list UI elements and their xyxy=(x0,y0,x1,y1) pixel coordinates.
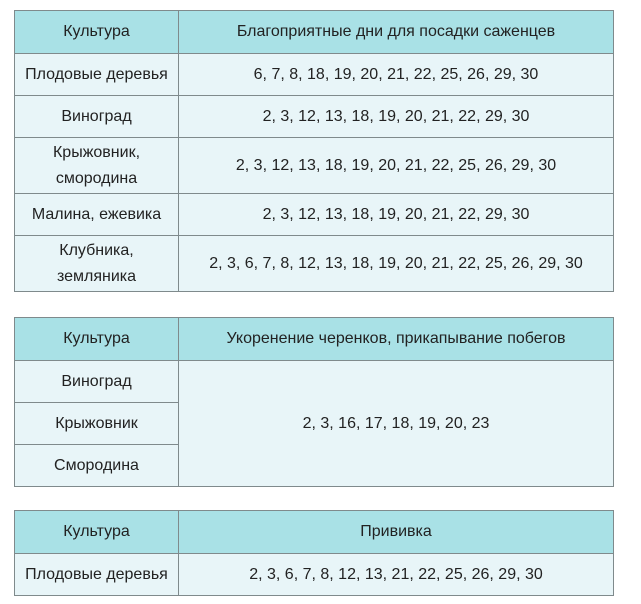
rooting-days-table xyxy=(14,317,614,487)
table-row xyxy=(15,236,614,292)
crop-cell: Крыжовник, смородина xyxy=(15,138,179,194)
table-row xyxy=(15,554,614,596)
days-cell: 2, 3, 16, 17, 18, 19, 20, 23 xyxy=(179,361,614,487)
column-header-crop: Культура xyxy=(15,11,179,54)
days-cell: 2, 3, 12, 13, 18, 19, 20, 21, 22, 29, 30 xyxy=(179,96,614,138)
column-header-grafting: Прививка xyxy=(179,511,614,554)
crop-cell: Малина, ежевика xyxy=(15,194,179,236)
crop-cell: Смородина xyxy=(15,445,179,487)
table-row xyxy=(15,361,614,403)
days-cell: 2, 3, 12, 13, 18, 19, 20, 21, 22, 29, 30 xyxy=(179,194,614,236)
days-cell: 2, 3, 6, 7, 8, 12, 13, 21, 22, 25, 26, 29, 30 xyxy=(179,554,614,596)
table-row xyxy=(15,194,614,236)
table-row xyxy=(15,54,614,96)
table-header-row xyxy=(15,511,614,554)
table-row xyxy=(15,96,614,138)
column-header-crop: Культура xyxy=(15,511,179,554)
crop-cell: Виноград xyxy=(15,361,179,403)
column-header-rooting: Укоренение черенков, прикапывание побегов xyxy=(179,318,614,361)
table-header-row xyxy=(15,318,614,361)
column-header-crop: Культура xyxy=(15,318,179,361)
crop-cell: Плодовые деревья xyxy=(15,54,179,96)
table-header-row xyxy=(15,11,614,54)
table-row xyxy=(15,138,614,194)
days-cell: 2, 3, 6, 7, 8, 12, 13, 18, 19, 20, 21, 22, 25, 26, 29, 30 xyxy=(179,236,614,292)
days-cell: 6, 7, 8, 18, 19, 20, 21, 22, 25, 26, 29, 30 xyxy=(179,54,614,96)
days-cell: 2, 3, 12, 13, 18, 19, 20, 21, 22, 25, 26, 29, 30 xyxy=(179,138,614,194)
planting-days-table xyxy=(14,10,614,292)
crop-cell: Виноград xyxy=(15,96,179,138)
crop-cell: Плодовые деревья xyxy=(15,554,179,596)
crop-cell: Крыжовник xyxy=(15,403,179,445)
grafting-days-table xyxy=(14,510,614,596)
column-header-planting-days: Благоприятные дни для посадки саженцев xyxy=(179,11,614,54)
crop-cell: Клубника, земляника xyxy=(15,236,179,292)
